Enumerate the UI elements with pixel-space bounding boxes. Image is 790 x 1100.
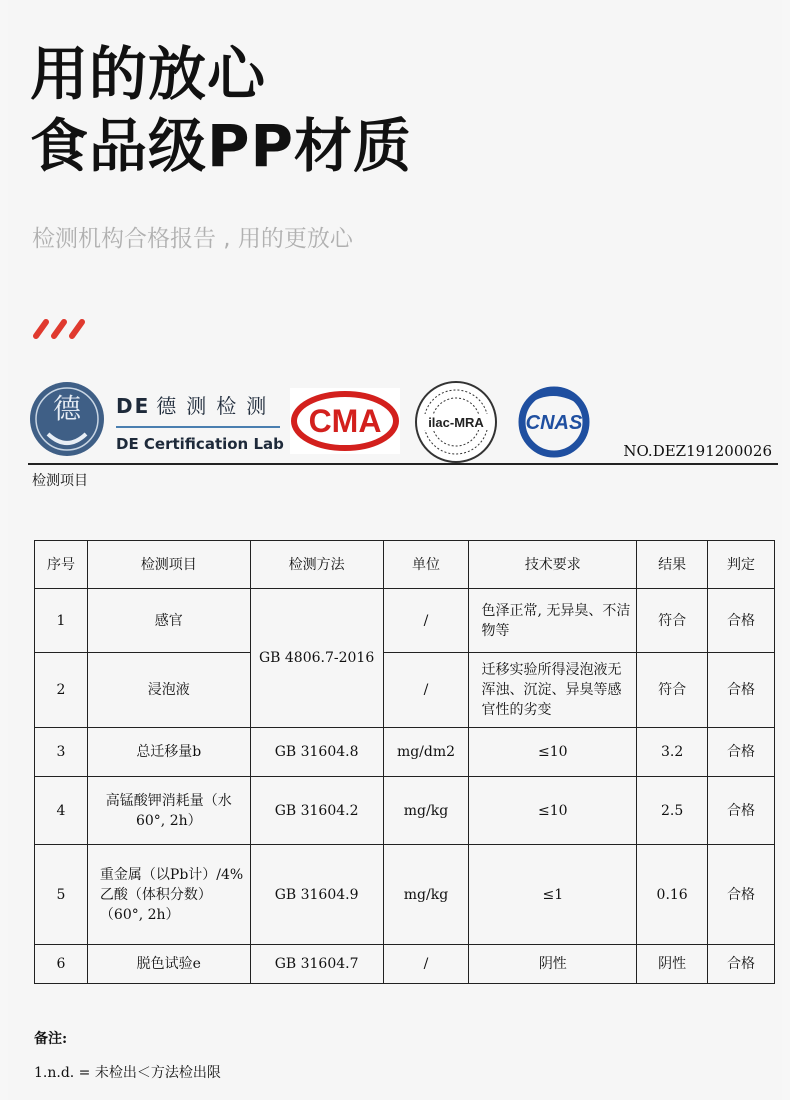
row-verdict: 合格 — [708, 845, 775, 945]
table-header-row — [35, 541, 775, 589]
row-result: 阴性 — [637, 945, 708, 984]
table-row — [35, 777, 775, 845]
header-cell: 检测方法 — [250, 541, 383, 589]
headline-line-2: 食品级PP材质 — [30, 112, 413, 180]
page-card — [8, 0, 782, 1100]
header-cell: 单位 — [383, 541, 469, 589]
table-row — [35, 589, 775, 653]
report-number: NO.DEZ191200026 — [623, 442, 772, 460]
de-seal-icon — [28, 380, 106, 458]
row-item: 感官 — [87, 589, 250, 653]
row-requirement: ≤10 — [469, 777, 637, 845]
table-row — [35, 945, 775, 984]
row-number: 5 — [35, 845, 88, 945]
row-unit: / — [383, 589, 469, 653]
row-method: GB 31604.7 — [250, 945, 383, 984]
row-item: 脱色试验e — [87, 945, 250, 984]
divider — [28, 463, 778, 465]
header-cell: 技术要求 — [469, 541, 637, 589]
notes — [34, 1028, 221, 1082]
header-cell: 序号 — [35, 541, 88, 589]
de-title-cn: 德测检测 — [156, 394, 277, 418]
row-verdict: 合格 — [708, 653, 775, 728]
header-cell: 结果 — [637, 541, 708, 589]
cnas-logo-icon — [506, 384, 602, 460]
de-seal-char: 德 — [52, 392, 82, 425]
row-item: 浸泡液 — [87, 653, 250, 728]
row-unit: mg/kg — [383, 845, 469, 945]
row-requirement: ≤10 — [469, 728, 637, 777]
cnas-text: CNAS — [525, 412, 583, 434]
notes-line-1: 1.n.d. = 未检出＜方法检出限 — [34, 1065, 221, 1081]
row-unit: / — [383, 653, 469, 728]
row-requirement: 色泽正常, 无异臭、不洁物等 — [469, 589, 637, 653]
table-row — [35, 845, 775, 945]
row-requirement: 迁移实验所得浸泡液无浑浊、沉淀、异臭等感官性的劣变 — [469, 653, 637, 728]
certification-logos — [28, 380, 778, 466]
row-verdict: 合格 — [708, 589, 775, 653]
row-item: 高锰酸钾消耗量（水 60°, 2h） — [87, 777, 250, 845]
row-result: 符合 — [637, 653, 708, 728]
row-unit: / — [383, 945, 469, 984]
row-verdict: 合格 — [708, 945, 775, 984]
row-method: GB 31604.9 — [250, 845, 383, 945]
row-result: 符合 — [637, 589, 708, 653]
row-requirement: ≤1 — [469, 845, 637, 945]
row-number: 2 — [35, 653, 88, 728]
row-verdict: 合格 — [708, 777, 775, 845]
row-unit: mg/kg — [383, 777, 469, 845]
row-verdict: 合格 — [708, 728, 775, 777]
row-method: GB 31604.2 — [250, 777, 383, 845]
subtitle: 检测机构合格报告 , 用的更放心 — [32, 226, 353, 252]
table-row — [35, 728, 775, 777]
row-result: 0.16 — [637, 845, 708, 945]
row-result: 3.2 — [637, 728, 708, 777]
row-number: 4 — [35, 777, 88, 845]
slash-accent-icon — [32, 318, 88, 340]
de-title-en: DE — [116, 394, 151, 418]
headline — [30, 38, 412, 182]
row-unit: mg/dm2 — [383, 728, 469, 777]
de-lab-name — [116, 390, 284, 453]
notes-label: 备注: — [34, 1031, 68, 1047]
row-item: 重金属（以Pb计）/4%乙酸（体积分数）（60°, 2h） — [87, 845, 250, 945]
row-item: 总迁移量b — [87, 728, 250, 777]
results-table — [34, 540, 775, 984]
header-cell: 判定 — [708, 541, 775, 589]
row-method: GB 31604.8 — [250, 728, 383, 777]
row-number: 1 — [35, 589, 88, 653]
section-label: 检测项目 — [32, 473, 88, 489]
row-number: 6 — [35, 945, 88, 984]
cma-text: CMA — [308, 403, 382, 439]
headline-line-1: 用的放心 — [30, 40, 267, 108]
ilac-mra-logo-icon — [414, 380, 498, 464]
ilac-text: ilac-MRA — [428, 415, 484, 430]
row-result: 2.5 — [637, 777, 708, 845]
row-number: 3 — [35, 728, 88, 777]
row-method: GB 4806.7-2016 — [250, 589, 383, 728]
de-subtitle: DE Certification Lab — [116, 435, 284, 453]
table-row — [35, 653, 775, 728]
header-cell: 检测项目 — [87, 541, 250, 589]
row-requirement: 阴性 — [469, 945, 637, 984]
cma-logo-icon — [290, 388, 400, 454]
